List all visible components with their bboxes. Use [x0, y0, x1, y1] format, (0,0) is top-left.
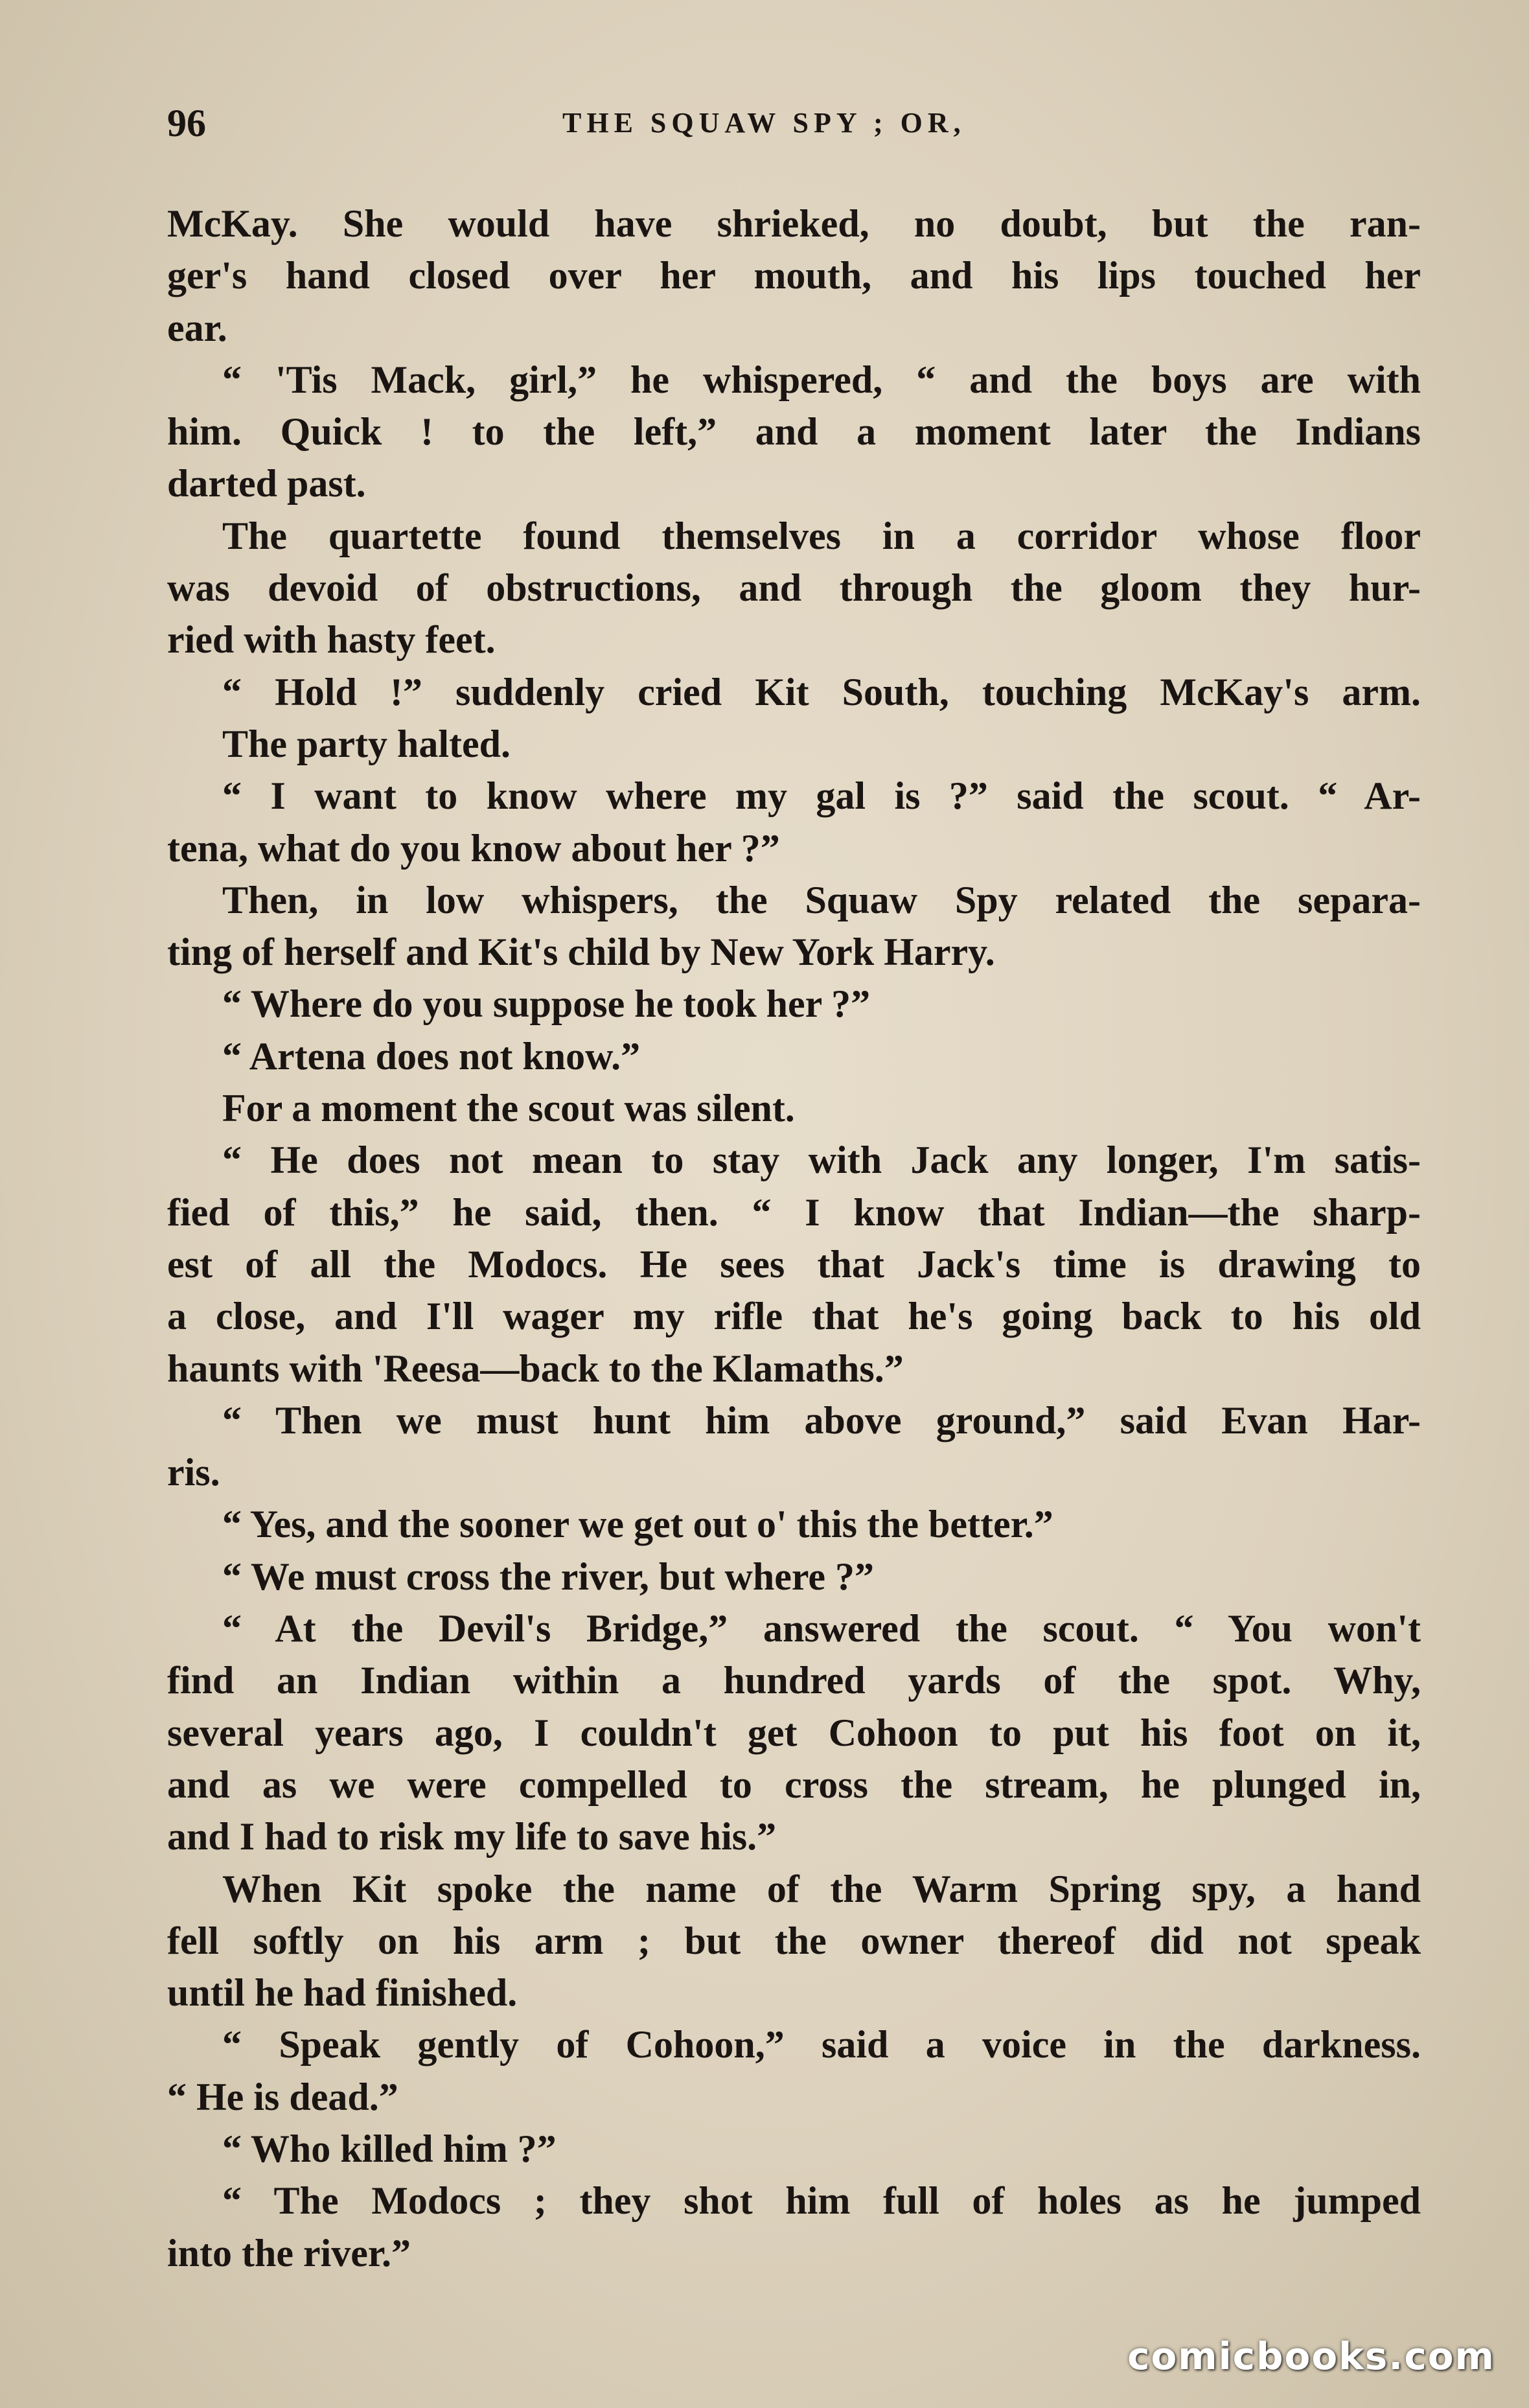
text-line: Then, in low whispers, the Squaw Spy related the separa- [222, 878, 1421, 921]
text-line: ried with hasty feet. [167, 618, 496, 662]
text-line: est of all the Modocs. He sees that Jack's time is drawing to [167, 1242, 1421, 1286]
text-line: find an Indian within a hundred yards of the spot. Why, [167, 1659, 1421, 1702]
text-line: “ At the Devil's Bridge,” answered the scout. “ You won't [222, 1607, 1421, 1650]
text-line: darted past. [167, 462, 366, 505]
text-line: “ Where do you suppose he took her ?” [222, 982, 871, 1026]
text-line: and I had to risk my life to save his.” [167, 1815, 777, 1858]
text-line: “ Then we must hunt him above ground,” said Evan Har- [222, 1398, 1421, 1442]
text-line: For a moment the scout was silent. [222, 1087, 795, 1130]
text-line: a close, and I'll wager my rifle that he's going back to his old [167, 1295, 1421, 1338]
text-line: “ Speak gently of Cohoon,” said a voice in the darkness. [222, 2023, 1421, 2066]
text-line: ting of herself and Kit's child by New York Harry. [167, 931, 995, 974]
text-line: into the river.” [167, 2231, 411, 2275]
text-line: “ Hold !” suddenly cried Kit South, touching McKay's arm. [222, 670, 1421, 713]
text-line: fied of this,” he said, then. “ I know that Indian—the sharp- [167, 1190, 1421, 1234]
text-line: “ The Modocs ; they shot him full of holes as he jumped [222, 2179, 1421, 2223]
text-line: him. Quick ! to the left,” and a moment later the Indians [167, 410, 1421, 454]
text-line: “ He is dead.” [167, 2075, 398, 2118]
page-header [167, 97, 1424, 149]
text-line: “ Yes, and the sooner we get out o' this the better.” [222, 1503, 1053, 1546]
text-line: ger's hand closed over her mouth, and his lips touched her [167, 254, 1421, 297]
text-line: McKay. She would have shrieked, no doubt, but the ran- [167, 202, 1421, 245]
text-line: ris. [167, 1451, 220, 1494]
text-line: ear. [167, 306, 227, 349]
text-line: “ Who killed him ?” [222, 2127, 557, 2170]
text-line: “ 'Tis Mack, girl,” he whispered, “ and the boys are with [222, 358, 1421, 401]
text-line: tena, what do you know about her ?” [167, 826, 780, 870]
watermark: comicbooks.com [1127, 2334, 1495, 2378]
text-line: “ Artena does not know.” [222, 1034, 641, 1078]
text-line: “ He does not mean to stay with Jack any longer, I'm satis- [222, 1139, 1421, 1182]
page-number: 96 [167, 102, 206, 145]
text-line: The party halted. [222, 722, 511, 765]
text-line: until he had finished. [167, 1971, 518, 2015]
text-line: was devoid of obstructions, and through the gloom they hur- [167, 566, 1421, 610]
text-line: fell softly on his arm ; but the owner thereof did not speak [167, 1919, 1421, 1962]
text-line: The quartette found themselves in a corridor whose floor [222, 514, 1421, 557]
body-text [167, 198, 1421, 2279]
text-line: “ We must cross the river, but where ?” [222, 1555, 875, 1598]
text-line: several years ago, I couldn't get Cohoon to put his foot on it, [167, 1711, 1421, 1754]
text-line: haunts with 'Reesa—back to the Klamaths.” [167, 1347, 904, 1390]
text-line: When Kit spoke the name of the Warm Spring spy, a hand [222, 1867, 1421, 1910]
text-line: “ I want to know where my gal is ?” said the scout. “ Ar- [222, 774, 1421, 818]
text-line: and as we were compelled to cross the stream, he plunged in, [167, 1763, 1421, 1806]
running-title: THE SQUAW SPY ; OR, [562, 107, 966, 139]
